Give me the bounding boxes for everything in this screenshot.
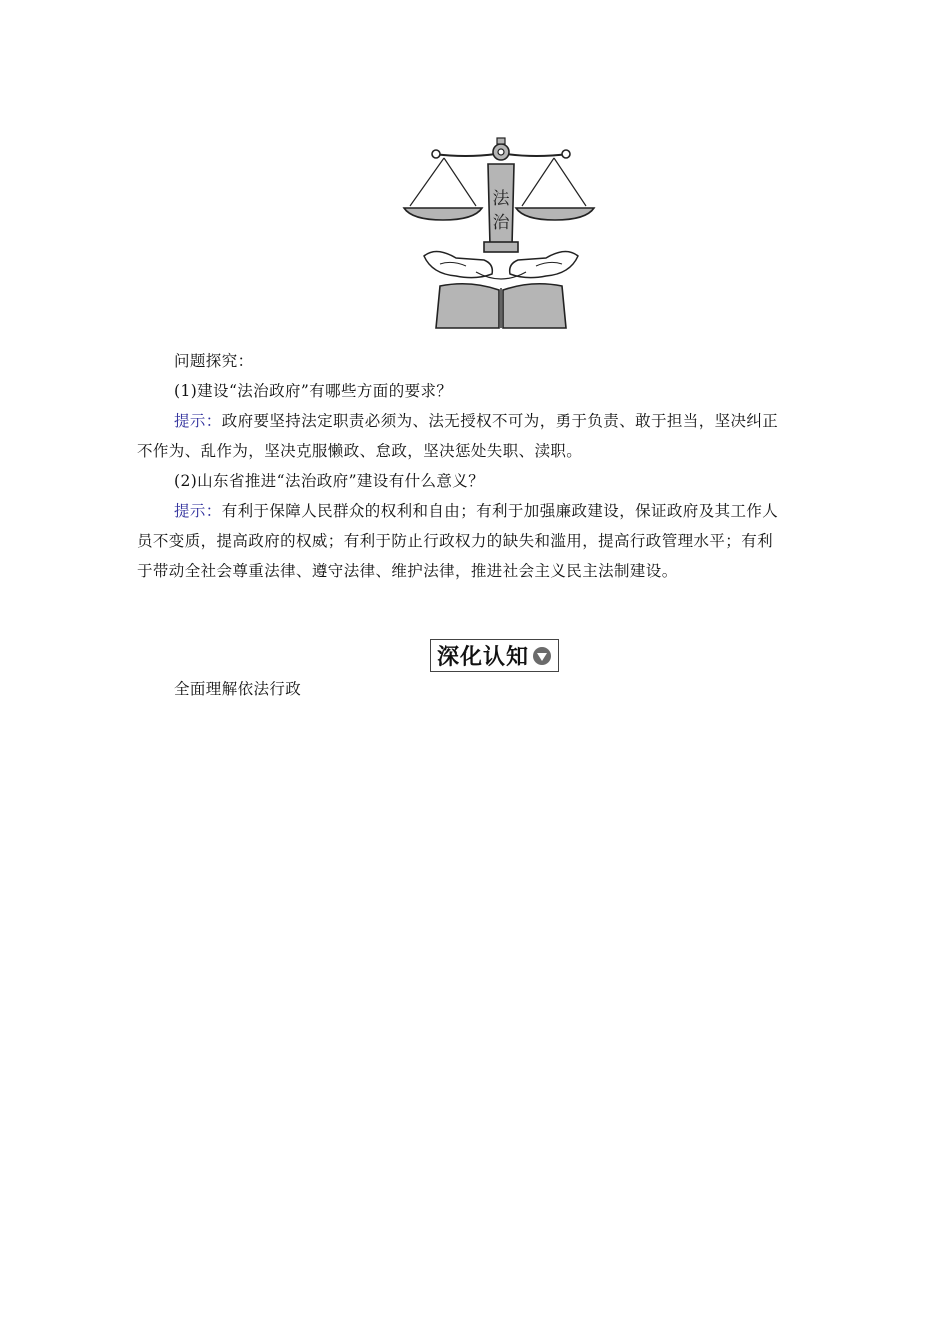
exploration-heading: 问题探究： [174,352,254,370]
scales-illustration [396,124,606,346]
answer-1-line-1 [137,406,815,436]
answer-2-line-1 [137,496,815,526]
triangle-down-icon [532,646,552,666]
answer-2-text-1: 有利于保障人民群众的权利和自由；有利于加强廉政建设，保证政府及其工作人 [221,502,779,520]
pillar-char-1: 法 [492,189,510,209]
pillar-char-2: 治 [492,213,510,233]
answer-2-line-3: 于带动全社会尊重法律、遵守法律、维护法律，推进社会主义民主法制建设。 [137,562,678,580]
section-subtitle-block [137,674,815,704]
section-title-text: 深化认知 [437,645,530,670]
section-title [430,639,559,672]
hint-label: 提示： [174,412,222,430]
answer-1-text-1: 政府要坚持法定职责必须为、法无授权不可为，勇于负责、敢于担当，坚决纠正 [221,412,779,430]
answer-1-line-2: 不作为、乱作为，坚决克服懒政、怠政，坚决惩处失职、渎职。 [137,442,583,460]
section-title-box [430,639,559,672]
scales-of-justice-icon [396,124,606,346]
question-1: (1)建设“法治政府”有哪些方面的要求？ [174,382,453,400]
section-subtitle: 全面理解依法行政 [174,680,302,698]
answer-2-line-2: 员不变质，提高政府的权威；有利于防止行政权力的缺失和滥用，提高行政管理水平；有利 [137,532,774,550]
exploration-section [137,346,815,586]
hint-label: 提示： [174,502,222,520]
question-2: (2)山东省推进“法治政府”建设有什么意义？ [174,472,485,490]
